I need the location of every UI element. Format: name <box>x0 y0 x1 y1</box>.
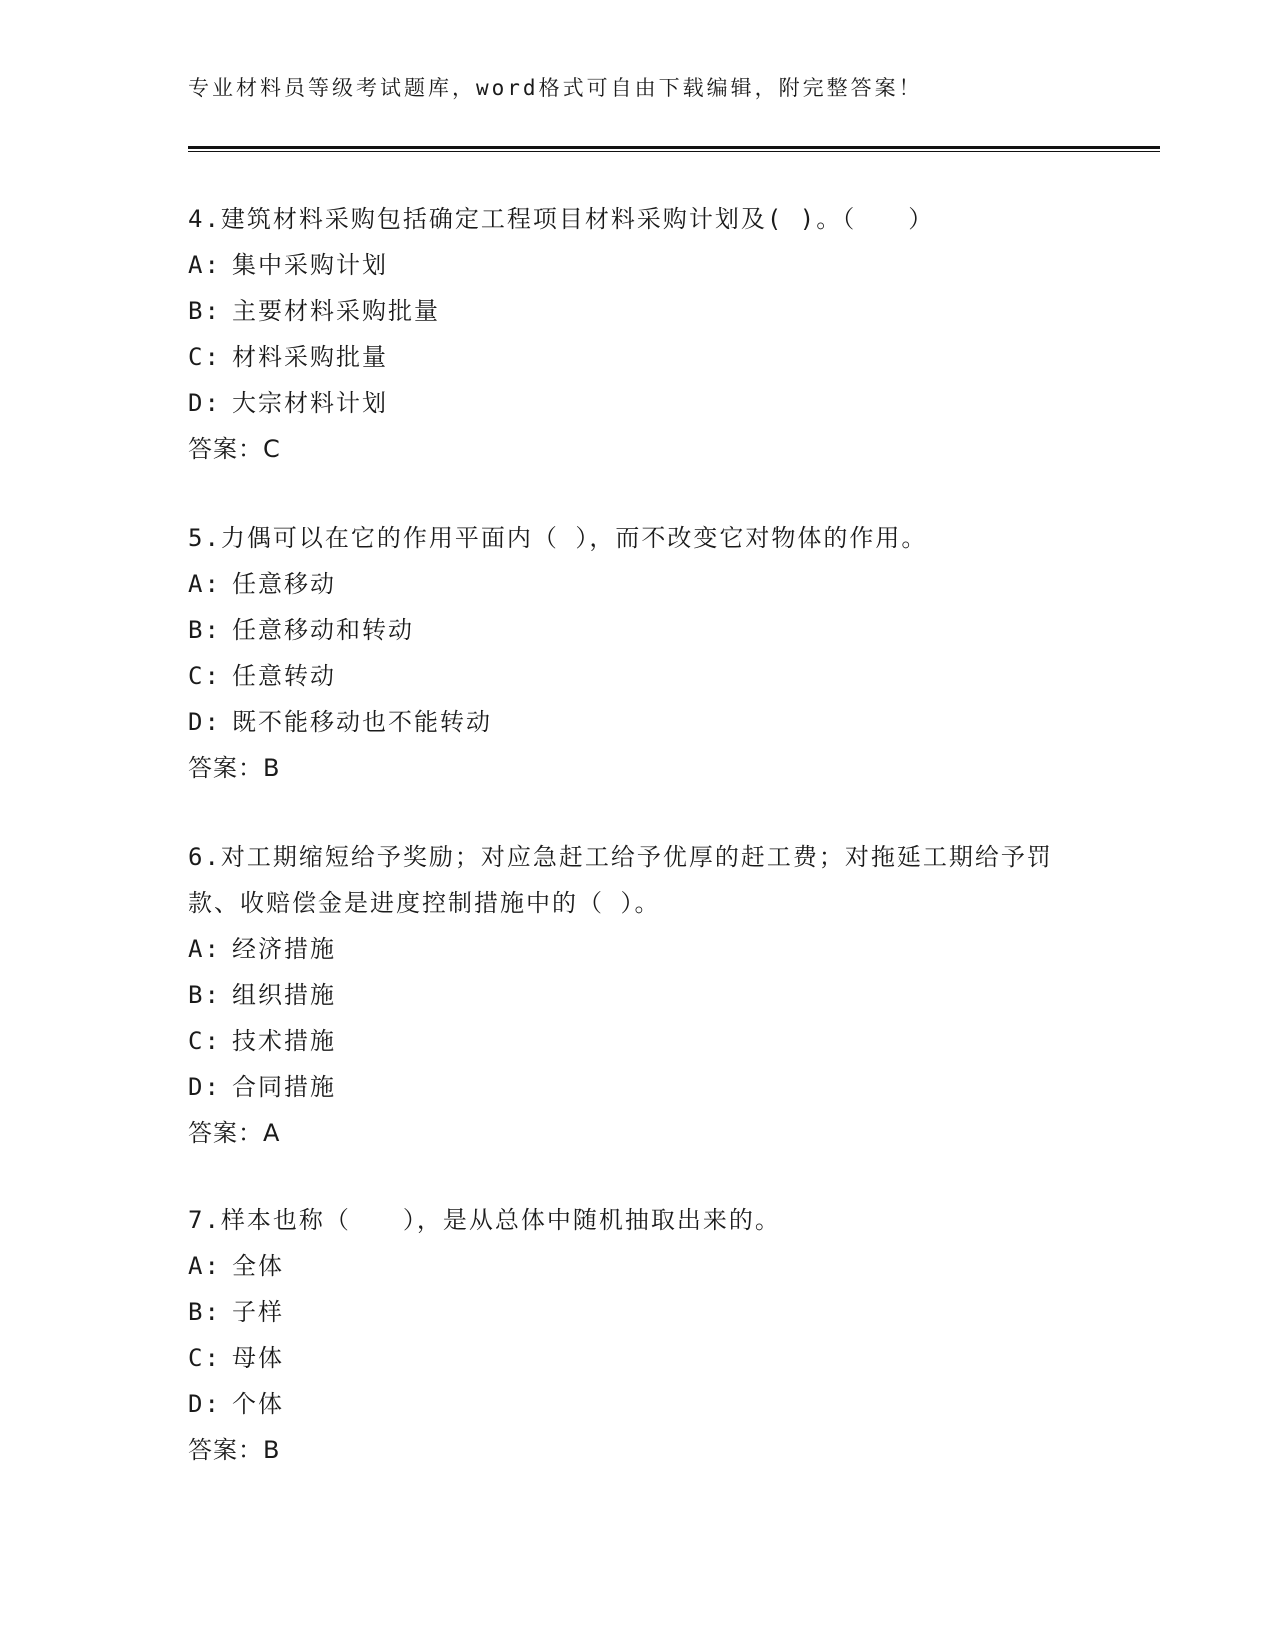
option-d <box>188 1381 1088 1427</box>
option-letter: D: <box>188 708 221 736</box>
option-a <box>188 1243 1088 1289</box>
option-text: 技术措施 <box>232 1027 336 1055</box>
option-letter: C: <box>188 1027 221 1055</box>
option-text: 合同措施 <box>232 1073 336 1101</box>
option-b <box>188 288 1088 334</box>
question-stem: 7.样本也称（ ），是从总体中随机抽取出来的。 <box>188 1206 781 1234</box>
option-letter: A: <box>188 1252 221 1280</box>
option-d <box>188 380 1088 426</box>
question-block <box>188 1197 1088 1473</box>
option-text: 主要材料采购批量 <box>232 297 440 325</box>
answer-line: 答案：C <box>188 435 281 463</box>
question-stem: 5.力偶可以在它的作用平面内（ ），而不改变它对物体的作用。 <box>188 524 928 552</box>
option-c <box>188 1335 1088 1381</box>
question-block <box>188 834 1068 1156</box>
header-text: 专业材料员等级考试题库，word格式可自由下载编辑，附完整答案！ <box>188 76 923 100</box>
option-c <box>188 1018 1068 1064</box>
answer-line: 答案：B <box>188 1436 281 1464</box>
question-stem: 6.对工期缩短给予奖励；对应急赶工给予优厚的赶工费；对拖延工期给予罚款、收赔偿金是进度控制措施中的（ ）。 <box>188 843 1053 917</box>
option-letter: C: <box>188 1344 221 1372</box>
answer-line: 答案：A <box>188 1119 281 1147</box>
option-b <box>188 607 1088 653</box>
option-text: 集中采购计划 <box>232 251 388 279</box>
option-a <box>188 242 1088 288</box>
option-b <box>188 1289 1088 1335</box>
option-d <box>188 1064 1068 1110</box>
option-text: 个体 <box>232 1390 284 1418</box>
option-letter: D: <box>188 1073 221 1101</box>
option-text: 大宗材料计划 <box>232 389 388 417</box>
option-letter: A: <box>188 251 221 279</box>
option-c <box>188 334 1088 380</box>
option-text: 组织措施 <box>232 981 336 1009</box>
option-letter: C: <box>188 343 221 371</box>
option-letter: D: <box>188 1390 221 1418</box>
option-letter: B: <box>188 981 221 1009</box>
option-a <box>188 561 1088 607</box>
option-letter: D: <box>188 389 221 417</box>
answer-line: 答案：B <box>188 754 281 782</box>
option-a <box>188 926 1068 972</box>
question-stem: 4.建筑材料采购包括确定工程项目材料采购计划及( )。（ ） <box>188 205 935 233</box>
option-letter: A: <box>188 935 221 963</box>
option-letter: B: <box>188 297 221 325</box>
option-letter: C: <box>188 662 221 690</box>
question-block <box>188 196 1088 472</box>
option-text: 经济措施 <box>232 935 336 963</box>
option-c <box>188 653 1088 699</box>
option-letter: B: <box>188 616 221 644</box>
option-text: 任意转动 <box>232 662 336 690</box>
option-text: 任意移动和转动 <box>232 616 414 644</box>
option-letter: B: <box>188 1298 221 1326</box>
question-block <box>188 515 1088 791</box>
option-b <box>188 972 1068 1018</box>
option-text: 全体 <box>232 1252 284 1280</box>
option-letter: A: <box>188 570 221 598</box>
header-divider <box>188 146 1160 152</box>
option-text: 母体 <box>232 1344 284 1372</box>
option-text: 材料采购批量 <box>232 343 388 371</box>
option-text: 子样 <box>232 1298 284 1326</box>
option-text: 既不能移动也不能转动 <box>232 708 492 736</box>
option-d <box>188 699 1088 745</box>
option-text: 任意移动 <box>232 570 336 598</box>
